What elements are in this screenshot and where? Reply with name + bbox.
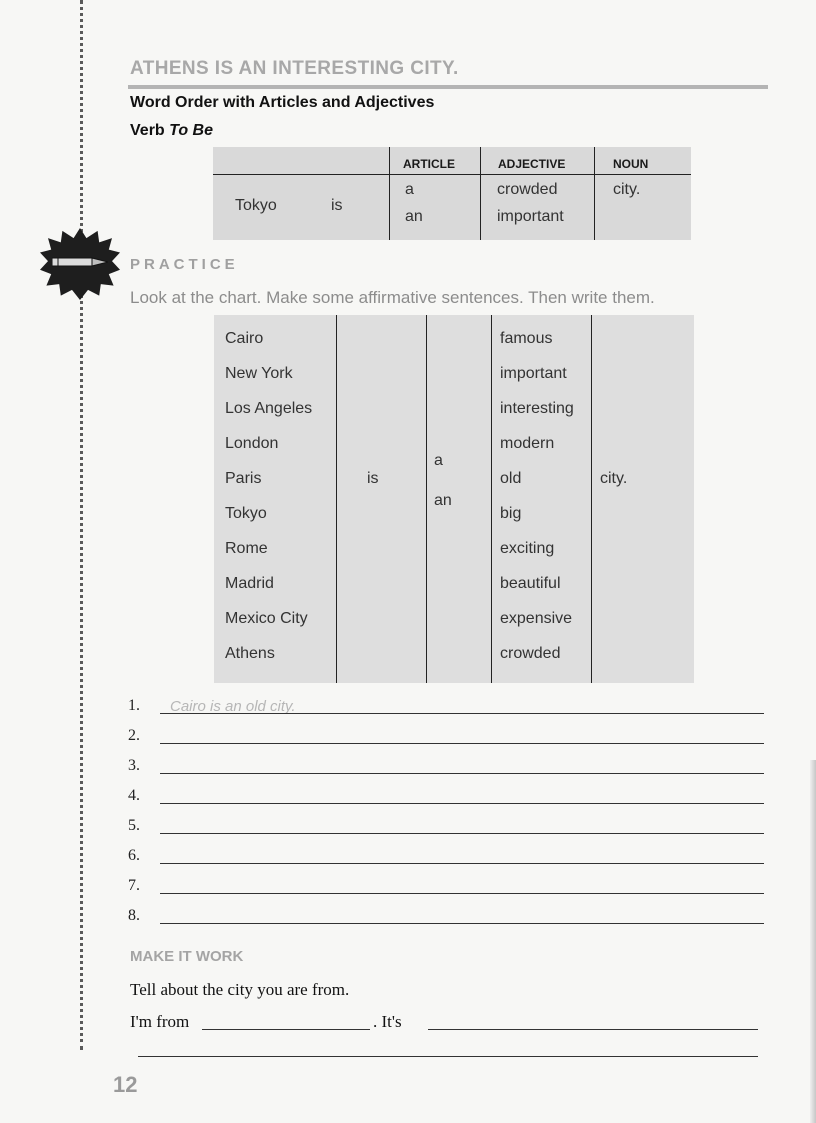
answer-list bbox=[128, 693, 764, 933]
city-item: Madrid bbox=[225, 575, 274, 592]
adjective-column bbox=[500, 328, 574, 678]
make-it-work-label: MAKE IT WORK bbox=[130, 948, 244, 965]
answer-number: 5. bbox=[128, 817, 140, 834]
city-item: Mexico City bbox=[225, 610, 308, 627]
adjective-item: beautiful bbox=[500, 575, 561, 592]
adjective-item: big bbox=[500, 505, 522, 522]
answer-line[interactable] bbox=[160, 743, 764, 744]
page-title: ATHENS IS AN INTERESTING CITY. bbox=[130, 58, 459, 79]
prompt-its: . It's bbox=[373, 1012, 402, 1031]
page-edge-shadow bbox=[810, 760, 816, 1123]
grammar-divider bbox=[480, 147, 481, 240]
city-item: London bbox=[225, 435, 279, 452]
grammar-header-article: ARTICLE bbox=[403, 157, 455, 171]
answer-number: 1. bbox=[128, 697, 140, 714]
pencil-icon bbox=[52, 254, 108, 270]
answer-number: 7. bbox=[128, 877, 140, 894]
extra-blank-line[interactable] bbox=[138, 1056, 758, 1057]
adjective-item: important bbox=[500, 365, 567, 382]
adjective-item: crowded bbox=[500, 645, 561, 662]
city-item: Paris bbox=[225, 470, 262, 487]
answer-line[interactable] bbox=[160, 863, 764, 864]
answer-row bbox=[128, 903, 764, 933]
make-it-work-instruction: Tell about the city you are from. bbox=[130, 980, 350, 999]
grammar-article: an bbox=[405, 208, 423, 225]
grammar-noun: city. bbox=[613, 181, 641, 198]
answer-row bbox=[128, 753, 764, 783]
its-blank-line[interactable] bbox=[428, 1029, 758, 1030]
grammar-header-adjective: ADJECTIVE bbox=[498, 157, 566, 171]
grammar-divider bbox=[594, 147, 595, 240]
chart-divider bbox=[336, 315, 337, 683]
answer-line[interactable] bbox=[160, 923, 764, 924]
chart-divider bbox=[591, 315, 592, 683]
adjective-item: modern bbox=[500, 435, 555, 452]
page-number: 12 bbox=[113, 1072, 138, 1097]
grammar-adjective: important bbox=[497, 208, 564, 225]
chart-article: an bbox=[434, 492, 452, 509]
grammar-verb: is bbox=[331, 197, 343, 214]
answer-line[interactable] bbox=[160, 773, 764, 774]
city-item: Los Angeles bbox=[225, 400, 313, 417]
subtitle-verb-prefix: Verb bbox=[130, 122, 170, 139]
subtitle-word-order: Word Order with Articles and Adjectives bbox=[130, 94, 435, 111]
answer-line[interactable] bbox=[160, 803, 764, 804]
grammar-article: a bbox=[405, 181, 414, 198]
chart-divider bbox=[426, 315, 427, 683]
city-item: Rome bbox=[225, 540, 268, 557]
city-item: Cairo bbox=[225, 330, 264, 347]
grammar-divider bbox=[389, 147, 390, 240]
grammar-adjective: crowded bbox=[497, 181, 558, 198]
subtitle-verb-italic: To Be bbox=[169, 122, 213, 139]
answer-row bbox=[128, 783, 764, 813]
grammar-subject: Tokyo bbox=[235, 197, 277, 214]
answer-number: 2. bbox=[128, 727, 140, 744]
answer-text: Cairo is an old city. bbox=[170, 698, 296, 715]
chart-divider bbox=[491, 315, 492, 683]
practice-label: PRACTICE bbox=[130, 256, 239, 273]
dotted-margin bbox=[80, 0, 83, 1050]
title-rule bbox=[128, 85, 768, 89]
answer-line[interactable] bbox=[160, 833, 764, 834]
grammar-header-noun: NOUN bbox=[613, 157, 649, 171]
grammar-table bbox=[213, 147, 691, 240]
chart-article: a bbox=[434, 452, 443, 469]
city-column bbox=[225, 328, 312, 678]
adjective-item: interesting bbox=[500, 400, 574, 417]
answer-row bbox=[128, 873, 764, 903]
answer-row bbox=[128, 813, 764, 843]
answer-row bbox=[128, 723, 764, 753]
city-item: Tokyo bbox=[225, 505, 267, 522]
chart-verb: is bbox=[367, 470, 379, 487]
practice-chart bbox=[214, 315, 694, 683]
chart-noun: city. bbox=[600, 470, 628, 487]
adjective-item: expensive bbox=[500, 610, 573, 627]
adjective-item: famous bbox=[500, 330, 553, 347]
answer-number: 4. bbox=[128, 787, 140, 804]
adjective-item: exciting bbox=[500, 540, 555, 557]
prompt-from: I'm from bbox=[130, 1012, 190, 1031]
grammar-header-rule bbox=[213, 174, 691, 175]
answer-line[interactable] bbox=[160, 893, 764, 894]
city-item: Athens bbox=[225, 645, 275, 662]
from-blank-line[interactable] bbox=[202, 1029, 370, 1030]
subtitle-verb bbox=[130, 122, 213, 140]
answer-number: 3. bbox=[128, 757, 140, 774]
city-item: New York bbox=[225, 365, 293, 382]
answer-number: 6. bbox=[128, 847, 140, 864]
practice-instruction: Look at the chart. Make some affirmative sentences. Then write them. bbox=[130, 288, 655, 307]
answer-row bbox=[128, 693, 764, 723]
answer-row bbox=[128, 843, 764, 873]
answer-line[interactable] bbox=[160, 713, 764, 714]
adjective-item: old bbox=[500, 470, 522, 487]
answer-number: 8. bbox=[128, 907, 140, 924]
